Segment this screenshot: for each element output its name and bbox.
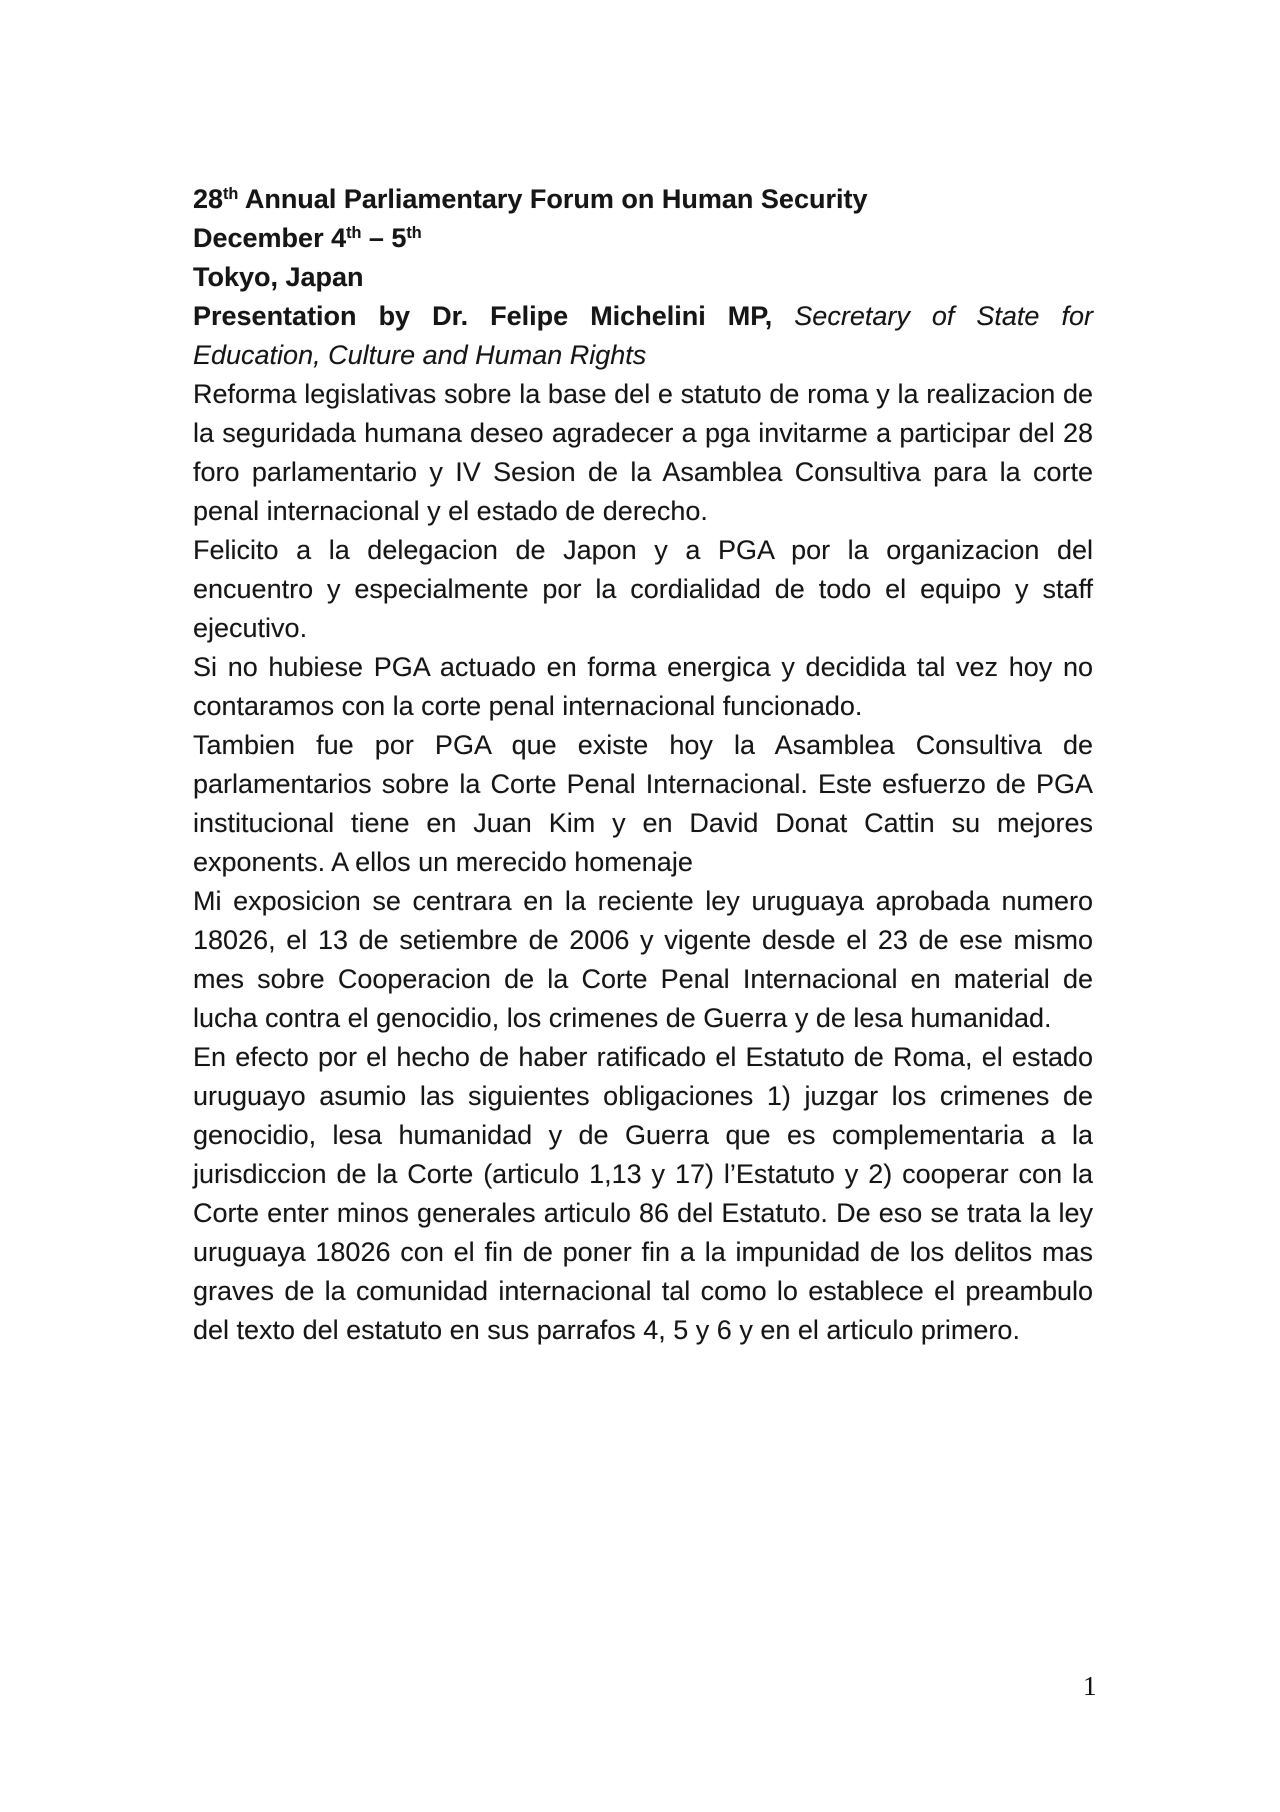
byline-role: Secretary of State for Education, Culture and Human Rights — [193, 301, 1093, 370]
document-content — [193, 180, 1093, 1350]
header-title-number: 28 — [193, 184, 224, 214]
paragraph: Mi exposicion se centrara en la reciente ley uruguaya aprobada numero 18026, el 13 de setiembre de 2006 y vigente desde el 23 de ese mismo mes sobre Cooperacion de la Corte Penal Internacional en material de lucha contra el genocidio, los crimenes de Guerra y de lesa humanidad. — [193, 886, 1093, 1033]
ordinal-superscript: th — [406, 224, 422, 243]
paragraph: Si no hubiese PGA actuado en forma energica y decidida tal vez hoy no contaramos con la corte penal internacional funcionado. — [193, 652, 1093, 721]
body-paragraphs — [193, 375, 1093, 1350]
ordinal-superscript: th — [223, 185, 239, 204]
header-title — [193, 180, 1093, 219]
header-location: Tokyo, Japan — [193, 262, 364, 292]
header-date — [193, 219, 1093, 258]
page-number: 1 — [1083, 1671, 1097, 1701]
header-date-start: December 4 — [193, 223, 347, 253]
ordinal-superscript: th — [346, 224, 362, 243]
header-title-text: Annual Parliamentary Forum on Human Security — [238, 184, 868, 214]
paragraph: Tambien fue por PGA que existe hoy la Asamblea Consultiva de parlamentarios sobre la Corte Penal Internacional. Este esfuerzo de PGA institucional tiene en Juan Kim y en David Donat Cattin su mejores exponents. A ellos un merecido homenaje — [193, 730, 1093, 877]
paragraph: Felicito a la delegacion de Japon y a PGA por la organizacion del encuentro y especialmente por la cordialidad de todo el equipo y staff ejecutivo. — [193, 535, 1093, 643]
byline-presenter: Presentation by Dr. Felipe Michelini MP, — [193, 301, 773, 331]
byline — [193, 297, 1093, 375]
header-date-end: – 5 — [361, 223, 407, 253]
paragraph: En efecto por el hecho de haber ratificado el Estatuto de Roma, el estado uruguayo asumio las siguientes obligaciones 1) juzgar los crimenes de genocidio, lesa humanidad y de Guerra que es complementaria a la jurisdiccion de la Corte (articulo 1,13 y 17) l’Estatuto y 2) cooperar con la Corte enter minos generales articulo 86 del Estatuto. De eso se trata la ley uruguaya 18026 con el fin de poner fin a la impunidad de los delitos mas graves de la comunidad internacional tal como lo establece el preambulo del texto del estatuto en sus parrafos 4, 5 y 6 y en el articulo primero. — [193, 1042, 1093, 1345]
paragraph: Reforma legislativas sobre la base del e statuto de roma y la realizacion de la seguridada humana deseo agradecer a pga invitarme a participar del 28 foro parlamentario y IV Sesion de la Asamblea Consultiva para la corte penal internacional y el estado de derecho. — [193, 379, 1093, 526]
